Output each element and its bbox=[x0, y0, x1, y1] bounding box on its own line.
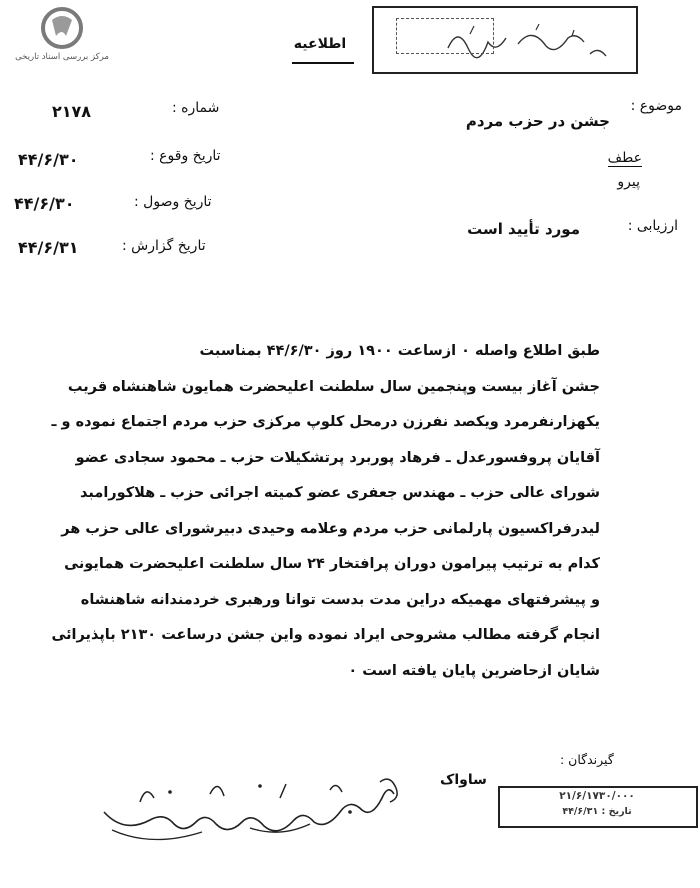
receipt-date-value: ۴۴/۶/۳۰ bbox=[14, 194, 75, 213]
report-date-label: تاریخ گزارش : bbox=[122, 238, 206, 254]
body-line: طبق اطلاع واصله ۰ ازساعت ۱۹۰۰ روز ۴۴/۶/۳۰ بمناسبت bbox=[199, 343, 600, 359]
number-value: ۲۱۷۸ bbox=[52, 102, 92, 121]
assessment-label: ارزیابی : bbox=[627, 218, 678, 234]
archive-emblem-icon bbox=[40, 6, 84, 50]
body-line: انجام گرفته مطالب مشروحی ایراد نموده واین جشن درساعت ۲۱۳۰ باپذیرائی bbox=[51, 627, 600, 643]
title-underline bbox=[292, 62, 354, 64]
assessment-value: مورد تأیید است bbox=[467, 220, 580, 238]
body-line: آقایان پروفسورعدل ـ فرهاد پوربرد پرتشکیلات حزب ـ محمود سجادی عضو bbox=[75, 449, 600, 466]
document-title: اطلاعیه bbox=[293, 36, 347, 52]
subject-label: موضوع : bbox=[630, 98, 682, 114]
body-line: لیدرفراکسیون پارلمانی حزب مردم وعلامه وحیدی دبیرشورای عالی حزب هر bbox=[61, 520, 600, 537]
logo-caption: مرکز بررسی اسناد تاریخی bbox=[15, 52, 109, 62]
archive-logo bbox=[14, 6, 110, 68]
receipt-date-label: تاریخ وصول : bbox=[134, 194, 212, 210]
report-body bbox=[51, 334, 600, 689]
recipients-label: گیرندگان : bbox=[560, 752, 614, 767]
stamp-inner-box bbox=[396, 18, 494, 54]
body-line: یکهزارنفرمرد ویکصد نفرزن درمحل کلوپ مرکزی حزب مردم اجتماع نموده و ـ bbox=[51, 414, 600, 430]
event-date-value: ۴۴/۶/۳۰ bbox=[18, 150, 79, 169]
recipients-value: ساواک bbox=[440, 772, 487, 788]
number-label: شماره : bbox=[172, 100, 220, 116]
registration-stamp-text: ۲۱/۶/۱۷۳۰/۰۰۰ bbox=[559, 790, 635, 802]
body-line: و پیشرفتهای مهمیکه دراین مدت بدست توانا ورهبری خردمندانه شاهنشاه bbox=[80, 591, 600, 608]
handwritten-signature-icon bbox=[100, 772, 430, 862]
body-line: کدام به ترتیب پیرامون دوران پرافتخار ۲۴ سال سلطنت اعلیحضرت همایونی bbox=[64, 556, 600, 572]
report-date-value: ۴۴/۶/۳۱ bbox=[18, 238, 79, 257]
subject-value: جشن در حزب مردم bbox=[465, 112, 610, 130]
body-line: جشن آغاز بیست وپنجمین سال سلطنت اعلیحضرت همایون شاهنشاه قریب bbox=[67, 378, 600, 395]
reference-label: عطف bbox=[607, 150, 642, 166]
body-line: شورای عالی حزب ـ مهندس جعفری عضو کمیته اجرائی حزب ـ هلاکورامبد bbox=[80, 485, 600, 501]
registration-stamp-date: تاریخ : ۴۴/۶/۳۱ bbox=[562, 806, 632, 817]
body-line: شایان ازحاضرین پایان یافته است ۰ bbox=[348, 662, 600, 679]
followup-label: پیرو bbox=[617, 174, 640, 190]
event-date-label: تاریخ وقوع : bbox=[150, 148, 221, 164]
